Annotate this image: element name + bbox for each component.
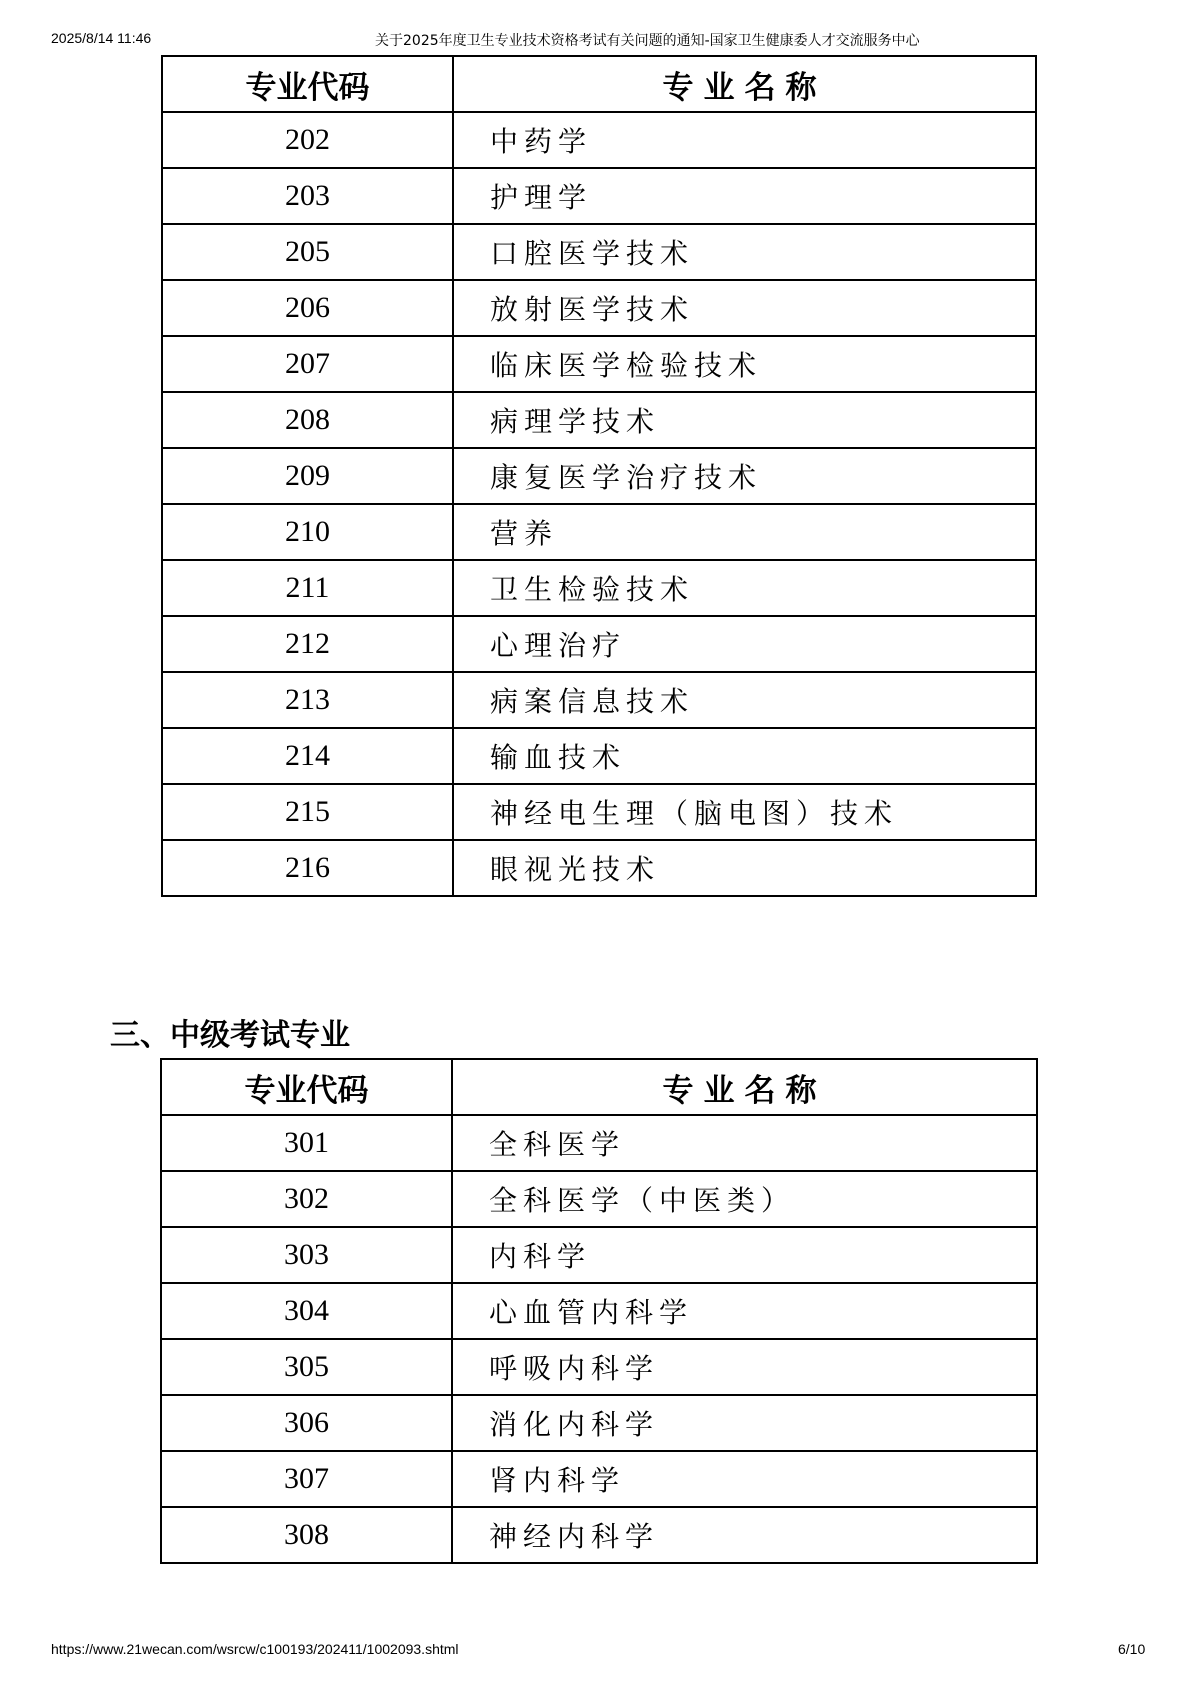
specialty-code: 207 xyxy=(162,336,453,392)
table-header-row xyxy=(162,56,1036,112)
specialty-code: 213 xyxy=(162,672,453,728)
specialty-code: 308 xyxy=(161,1507,452,1563)
specialty-name: 放射医学技术 xyxy=(453,280,1036,336)
table-row xyxy=(162,280,1036,336)
specialty-name: 全科医学（中医类） xyxy=(452,1171,1037,1227)
print-page-title: 关于2025年度卫生专业技术资格考试有关问题的通知-国家卫生健康委人才交流服务中心 xyxy=(375,33,920,49)
table-header-row xyxy=(161,1059,1037,1115)
page-number: 6/10 xyxy=(1118,1641,1146,1657)
print-url: https://www.21wecan.com/wsrcw/c100193/202411/1002093.shtml xyxy=(51,1641,459,1657)
specialty-name: 营养 xyxy=(453,504,1036,560)
specialty-name: 病理学技术 xyxy=(453,392,1036,448)
specialty-name: 神经内科学 xyxy=(452,1507,1037,1563)
table-row xyxy=(161,1171,1037,1227)
specialty-code: 301 xyxy=(161,1115,452,1171)
table-row xyxy=(162,504,1036,560)
specialty-name: 心血管内科学 xyxy=(452,1283,1037,1339)
table-row xyxy=(161,1395,1037,1451)
specialty-name: 全科医学 xyxy=(452,1115,1037,1171)
specialty-code: 303 xyxy=(161,1227,452,1283)
print-datetime: 2025/8/14 11:46 xyxy=(51,30,152,46)
table-row xyxy=(162,168,1036,224)
section-heading-intermediate: 三、中级考试专业 xyxy=(110,1018,350,1053)
specialty-name: 内科学 xyxy=(452,1227,1037,1283)
specialty-code: 210 xyxy=(162,504,453,560)
specialty-name: 康复医学治疗技术 xyxy=(453,448,1036,504)
specialty-name: 肾内科学 xyxy=(452,1451,1037,1507)
table-row xyxy=(162,224,1036,280)
specialty-code: 211 xyxy=(162,560,453,616)
table-row xyxy=(162,560,1036,616)
specialty-code: 212 xyxy=(162,616,453,672)
specialty-name: 卫生检验技术 xyxy=(453,560,1036,616)
specialty-name: 护理学 xyxy=(453,168,1036,224)
specialty-code: 203 xyxy=(162,168,453,224)
specialty-code: 302 xyxy=(161,1171,452,1227)
specialty-code: 305 xyxy=(161,1339,452,1395)
specialty-name: 消化内科学 xyxy=(452,1395,1037,1451)
table-row xyxy=(162,840,1036,896)
column-header-code: 专业代码 xyxy=(161,1059,452,1115)
specialty-code: 307 xyxy=(161,1451,452,1507)
specialty-name: 神经电生理（脑电图）技术 xyxy=(453,784,1036,840)
specialty-name: 病案信息技术 xyxy=(453,672,1036,728)
specialty-name: 中药学 xyxy=(453,112,1036,168)
table-row xyxy=(162,784,1036,840)
table-row xyxy=(162,672,1036,728)
table-row xyxy=(162,728,1036,784)
specialty-name: 输血技术 xyxy=(453,728,1036,784)
table-row xyxy=(162,448,1036,504)
specialty-code: 214 xyxy=(162,728,453,784)
specialty-code: 205 xyxy=(162,224,453,280)
specialty-code: 215 xyxy=(162,784,453,840)
table-row xyxy=(161,1451,1037,1507)
column-header-name: 专业名称 xyxy=(453,56,1036,112)
specialty-code: 208 xyxy=(162,392,453,448)
specialty-code: 216 xyxy=(162,840,453,896)
specialty-code: 202 xyxy=(162,112,453,168)
table-row xyxy=(161,1339,1037,1395)
table-row xyxy=(161,1227,1037,1283)
specialty-code: 304 xyxy=(161,1283,452,1339)
specialty-code: 206 xyxy=(162,280,453,336)
table-row xyxy=(162,112,1036,168)
specialty-name: 临床医学检验技术 xyxy=(453,336,1036,392)
table-row xyxy=(162,392,1036,448)
table-row xyxy=(161,1283,1037,1339)
specialty-table-primary xyxy=(161,55,1037,897)
table-row xyxy=(162,336,1036,392)
specialty-name: 心理治疗 xyxy=(453,616,1036,672)
table-row xyxy=(161,1507,1037,1563)
table-row xyxy=(162,616,1036,672)
specialty-name: 呼吸内科学 xyxy=(452,1339,1037,1395)
column-header-name: 专业名称 xyxy=(452,1059,1037,1115)
specialty-name: 口腔医学技术 xyxy=(453,224,1036,280)
specialty-code: 306 xyxy=(161,1395,452,1451)
table-row xyxy=(161,1115,1037,1171)
specialty-code: 209 xyxy=(162,448,453,504)
column-header-code: 专业代码 xyxy=(162,56,453,112)
specialty-name: 眼视光技术 xyxy=(453,840,1036,896)
specialty-table-intermediate xyxy=(160,1058,1038,1564)
